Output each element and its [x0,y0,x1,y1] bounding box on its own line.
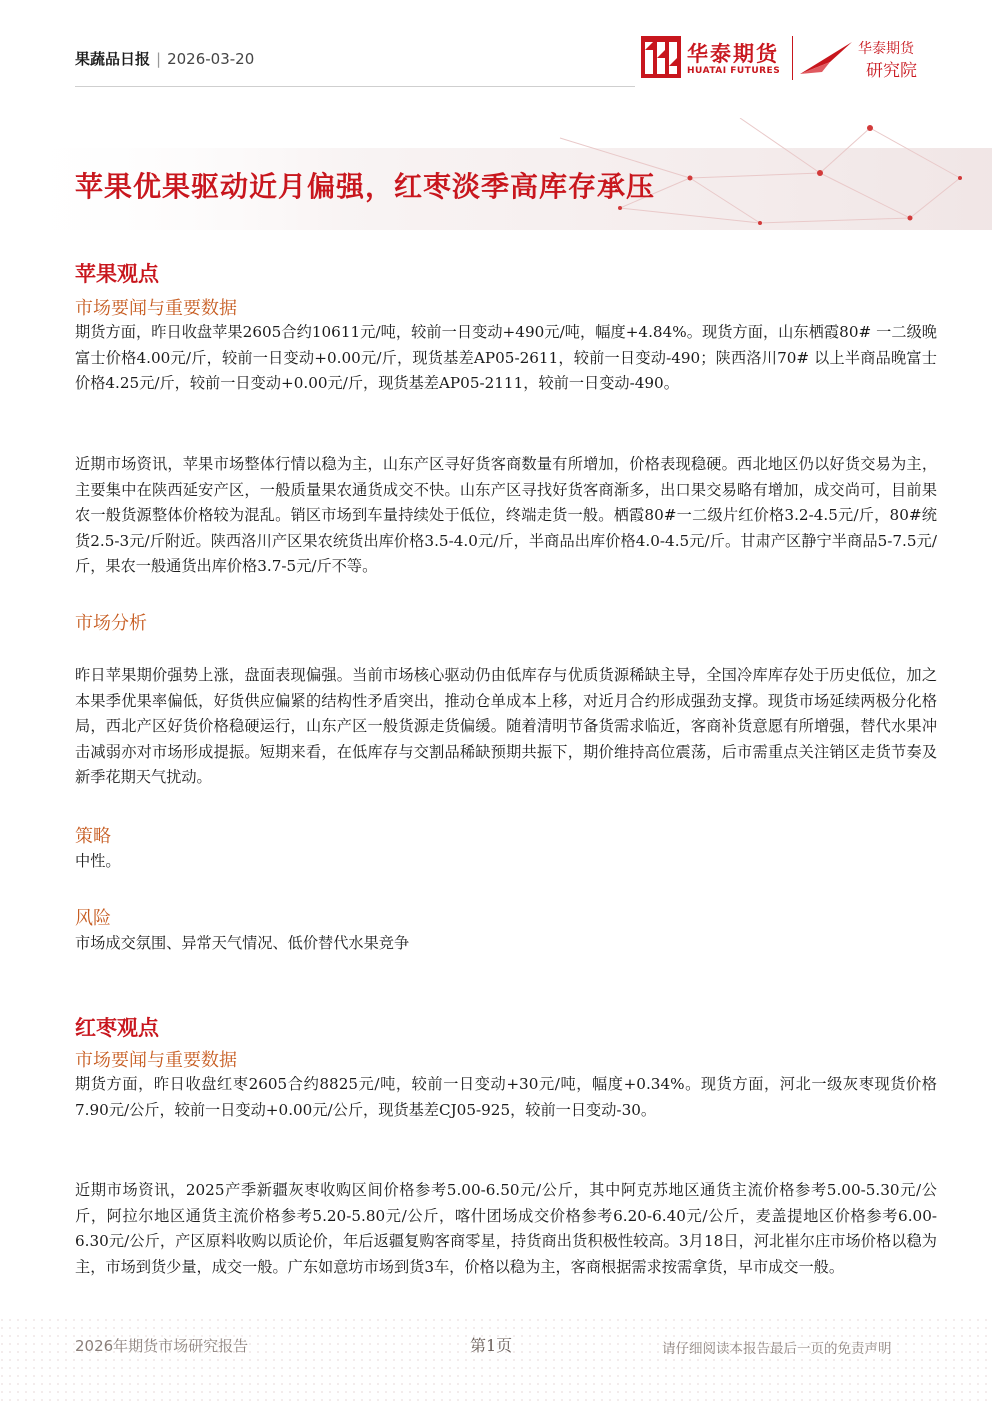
institute-line1: 华泰期货 [858,41,914,57]
footer-report-name: 2026年期货市场研究报告 [75,1337,249,1355]
huatai-logo-icon [641,36,681,78]
logo-english-name: HUATAI FUTURES [687,66,781,76]
apple-risk-text: 市场成交氛围、异常天气情况、低价替代水果竞争 [75,934,410,952]
apple-news-paragraph-1: 期货方面，昨日收盘苹果2605合约10611元/吨，较前一日变动+490元/吨，幅度+4.84%。现货方面，山东栖霞80# 一二级晚富士价格4.00元/斤，较前一日变动+0.00元/斤，现货基差AP05-2611，较前一日变动-490；陕西洛川70# 以上半商品晚富士价格4.25元/斤，较前一日变动+0.00元/斤，现货基差AP05-2111，较前一日变动-490。 [75,323,937,392]
meta-separator: | [156,50,162,68]
report-meta [75,48,254,69]
header-divider [75,86,635,87]
apple-risk-subtitle: 风险 [75,908,111,929]
huatai-logo [641,36,791,80]
logo-divider [792,36,793,80]
jujube-section-title: 红枣观点 [75,1016,159,1040]
institute-logo [796,34,926,82]
footer-disclaimer: 请仔细阅读本报告最后一页的免责声明 [662,1341,892,1357]
page-title: 苹果优果驱动近月偏强，红枣淡季高库存承压 [75,170,656,203]
apple-analysis-subtitle: 市场分析 [75,613,147,634]
apple-news-paragraph-2: 近期市场资讯，苹果市场整体行情以稳为主，山东产区寻好货客商数量有所增加，价格表现稳硬。西北地区仍以好货交易为主，主要集中在陕西延安产区，一般质量果农通货成交不快。山东产区寻找好货客商渐多，出口果交易略有增加，成交尚可，目前果农一般货源整体价格较为混乱。销区市场到车量持续处于低位，终端走货一般。栖霞80#一二级片红价格3.2-4.5元/斤，80#统货2.5-3元/斤附近。陕西洛川产区果农统货出库价格3.5-4.0元/斤，半商品出库价格4.0-4.5元/斤。甘肃产区静宁半商品5-7.5元/斤，果农一般通货出库价格3.7-5元/斤不等。 [75,455,937,575]
report-header [0,0,992,230]
institute-logo-icon [796,38,856,78]
apple-strategy-text: 中性。 [75,852,121,870]
logo-chinese-name: 华泰期货 [687,42,779,66]
report-date: 2026-03-20 [167,50,255,68]
apple-news-subtitle: 市场要闻与重要数据 [75,298,237,319]
jujube-news-paragraph-1: 期货方面，昨日收盘红枣2605合约8825元/吨，较前一日变动+30元/吨，幅度+0.34%。现货方面，河北一级灰枣现货价格7.90元/公斤，较前一日变动+0.00元/公斤，现货基差CJ05-925，较前一日变动-30。 [75,1075,937,1119]
report-name: 果蔬品日报 [75,50,151,68]
institute-line2: 研究院 [866,61,917,81]
apple-analysis-paragraph: 昨日苹果期价强势上涨，盘面表现偏强。当前市场核心驱动仍由低库存与优质货源稀缺主导，全国冷库库存处于历史低位，加之本果季优果率偏低，好货供应偏紧的结构性矛盾突出，推动仓单成本上移，对近月合约形成强劲支撑。现货市场延续两极分化格局，西北产区好货价格稳硬运行，山东产区一般货源走货偏缓。随着清明节备货需求临近，客商补货意愿有所增强，替代水果冲击减弱亦对市场形成提振。短期来看，在低库存与交割品稀缺预期共振下，期价维持高位震荡，后市需重点关注销区走货节奏及新季花期天气扰动。 [75,666,937,786]
apple-strategy-subtitle: 策略 [75,826,111,847]
jujube-news-paragraph-2: 近期市场资讯，2025产季新疆灰枣收购区间价格参考5.00-6.50元/公斤，其中阿克苏地区通货主流价格参考5.00-5.30元/公斤，阿拉尔地区通货主流价格参考5.20-5.80元/公斤，喀什团场成交价格参考6.20-6.40元/公斤，麦盖提地区价格参考6.00-6.30元/公斤，产区原料收购以质论价，年后返疆复购客商零星，持货商出货积极性较高。3月18日，河北崔尔庄市场价格以稳为主，市场到货少量，成交一般。广东如意坊市场到货3车，价格以稳为主，客商根据需求按需拿货，早市成交一般。 [75,1181,937,1276]
footer-pattern [0,1318,992,1403]
apple-section-title: 苹果观点 [75,262,159,286]
page-number: 第1页 [470,1336,513,1355]
jujube-news-subtitle: 市场要闻与重要数据 [75,1050,237,1071]
